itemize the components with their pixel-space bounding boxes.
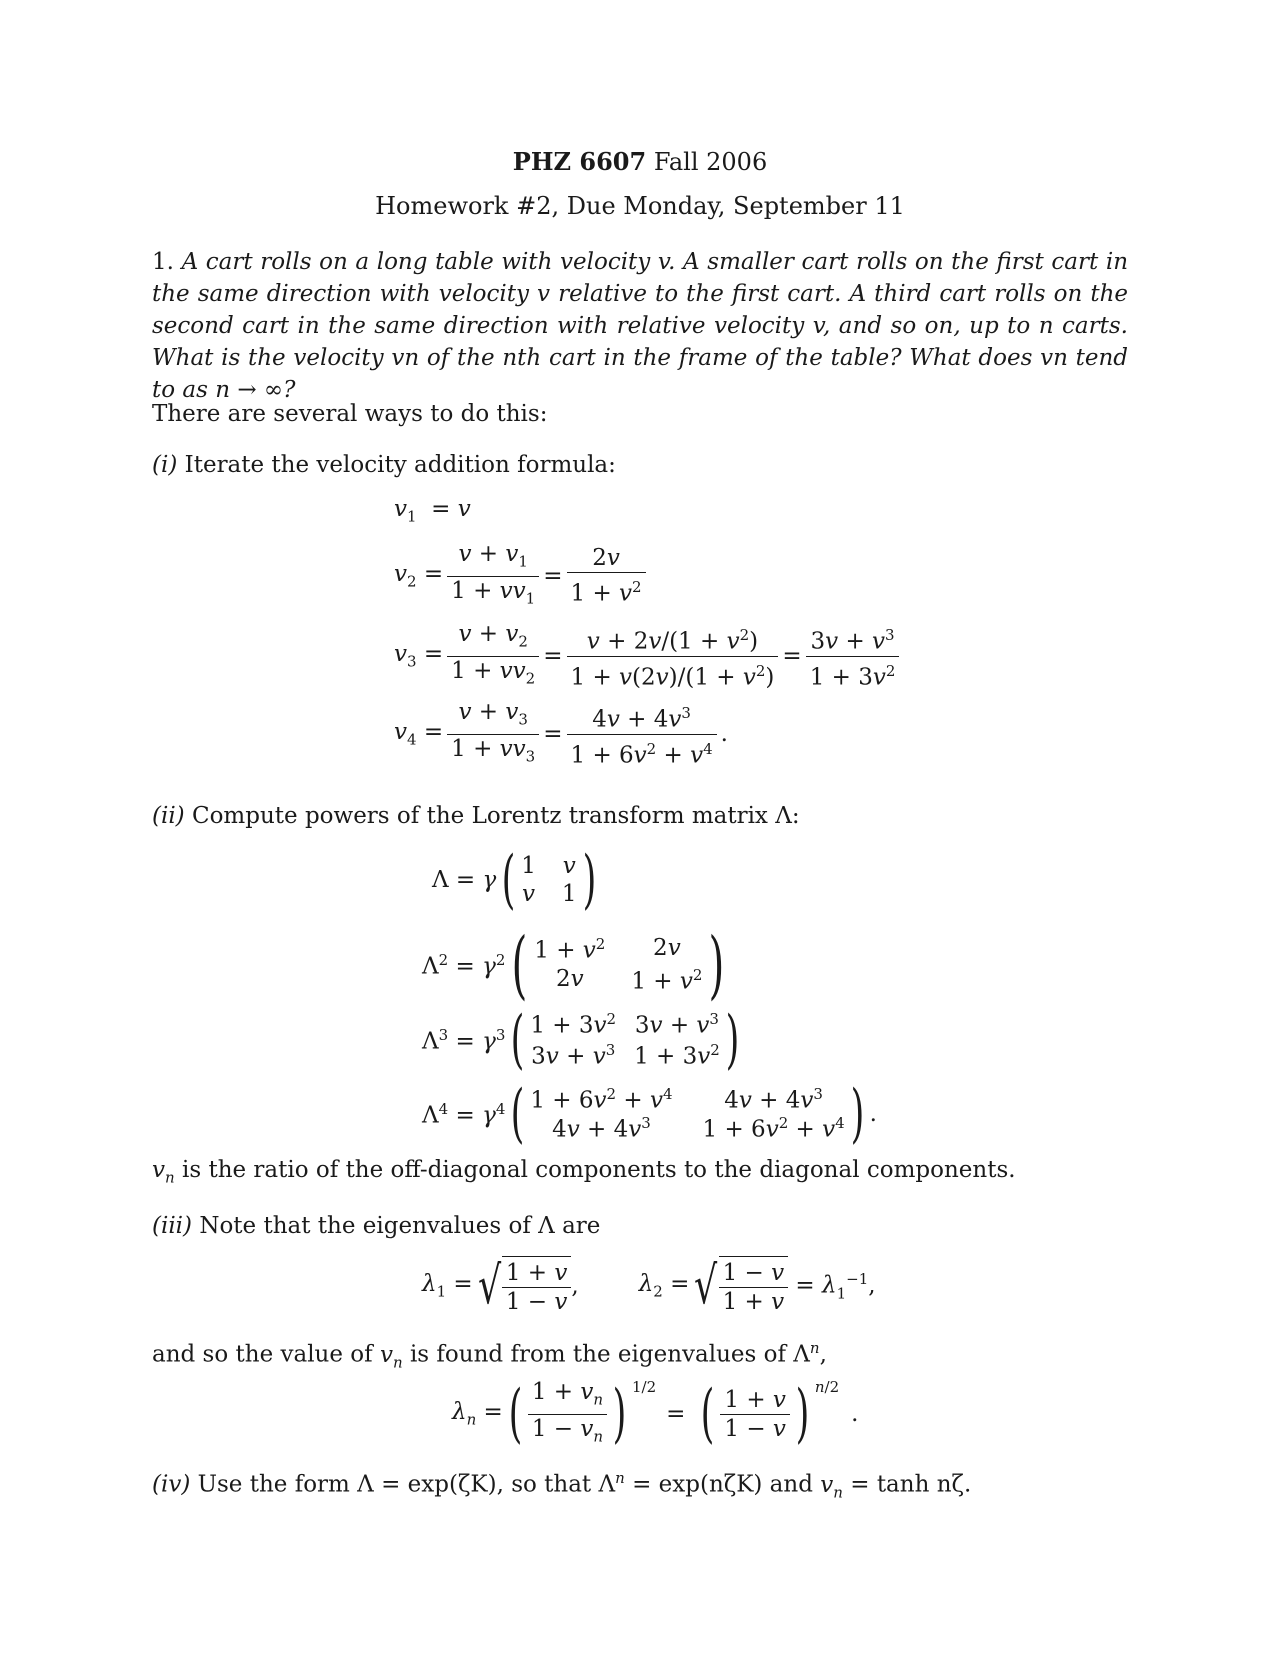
- page-title: [0, 146, 1280, 178]
- eq-lambda-2: $\Lambda^2 = \gamma^2$ ( $1 + v^2$ 2v 2v $1 + v^2$ ): [422, 922, 725, 1008]
- eq-lambda-4: $\Lambda^4 = \gamma^4$ ( $1 + 6v^2 + v^4$ $4v + 4v^3$ $4v + 4v^3$ $1 + 6v^2 + v^4$ ) .: [422, 1077, 877, 1151]
- eigen-text: and so the value of: [152, 1341, 373, 1368]
- eq-v4: $v_4$ = $\frac{v + v_3}{1 + vv_3}$ = $\frac{4v + 4v^3}{1 + 6v^2 + v^4}$ .: [394, 699, 728, 769]
- eq-v3: $v_3$ = $\frac{v + v_2}{1 + vv_2}$ = $\frac{v + 2v/(1 + v^2)}{1 + v(2v)/(1 + v^2)}$ = $\frac{3v + v^3}{1 + 3v^2}$: [394, 620, 903, 692]
- eq-lambda-n: $\lambda_n$ = ( $\frac{1 + v_n}{1 - v_n}$ ) $^{1/2}$ = ( $\frac{1 + v}{1 - v}$ ) $^{n /2}$ .: [452, 1377, 859, 1452]
- part-iv-line: (iv) Use the form Λ = exp(ζK), so that $\Lambda^n = \exp(n\zeta K)$ and $v_n = \tanh n\zeta$.: [152, 1469, 972, 1502]
- part-iv-label: (iv): [152, 1471, 191, 1498]
- problem-statement: [152, 246, 1128, 406]
- solution-intro: There are several ways to do this:: [152, 401, 548, 427]
- eq-v2: $v_2$ = $\frac{v + v_1}{1 + vv_1}$ = $\frac{2v}{1 + v^2}$: [394, 540, 650, 612]
- eigen-text2: is found from the eigenvalues of: [409, 1341, 786, 1368]
- part-iii-text: Note that the eigenvalues of Λ are: [199, 1213, 601, 1239]
- ratio-text: is the ratio of the off-diagonal components to the diagonal components.: [181, 1157, 1016, 1183]
- eq-lambda-3: $\Lambda^3 = \gamma^3$ ( $1 + 3v^2$ $3v + v^3$ $3v + v^3$ $1 + 3v^2$ ): [422, 1003, 740, 1077]
- part-ii-heading: [152, 800, 800, 832]
- page-subtitle: Homework #2, Due Monday, September 11: [375, 192, 905, 220]
- course-code: PHZ 6607: [512, 147, 647, 176]
- part-ii-label: (ii): [152, 803, 185, 829]
- ratio-line: $v_n$ is the ratio of the off-diagonal components to the diagonal components.: [152, 1157, 1016, 1187]
- problem-text: A cart rolls on a long table with velocity v. A smaller cart rolls on the first cart in the same direction with velocity v relative to the first cart. A third cart rolls on the second cart in the same direction with relative velocity v, and so on, up to n carts. What is the velocity vn of the nth cart in the frame of the table? What does vn tend to as n → ∞?: [152, 249, 1129, 403]
- part-iii-heading: [152, 1210, 600, 1242]
- eigen-line: and so the value of $v_n$ is found from the eigenvalues of $\Lambda^n$,: [152, 1339, 827, 1372]
- problem-number: 1.: [152, 249, 174, 275]
- part-i-heading: [152, 449, 616, 481]
- part-iv-text: Use the form Λ = exp(ζK), so that Λ: [197, 1471, 616, 1498]
- part-iv-text3: = tanh nζ.: [850, 1471, 972, 1498]
- part-ii-text: Compute powers of the Lorentz transform matrix Λ:: [191, 803, 800, 829]
- part-iv-text2: = exp(nζK) and: [632, 1471, 813, 1498]
- part-i-text: Iterate the velocity addition formula:: [184, 452, 616, 478]
- eq-lambda-1: Λ = γ ( 1 v v 1 ): [432, 843, 596, 917]
- eq-v1: $v_1 = v$: [394, 496, 471, 526]
- part-iii-label: (iii): [152, 1213, 193, 1239]
- course-term: Fall 2006: [653, 148, 768, 176]
- part-i-label: (i): [152, 452, 178, 478]
- eq-eigenvalues: $\lambda_1$ = √ $\frac{1 + v}{1 - v}$ , $\lambda_2$ = √ $\frac{1 - v}{1 + v}$ = $\lambda_1^{-1}$,: [422, 1256, 876, 1316]
